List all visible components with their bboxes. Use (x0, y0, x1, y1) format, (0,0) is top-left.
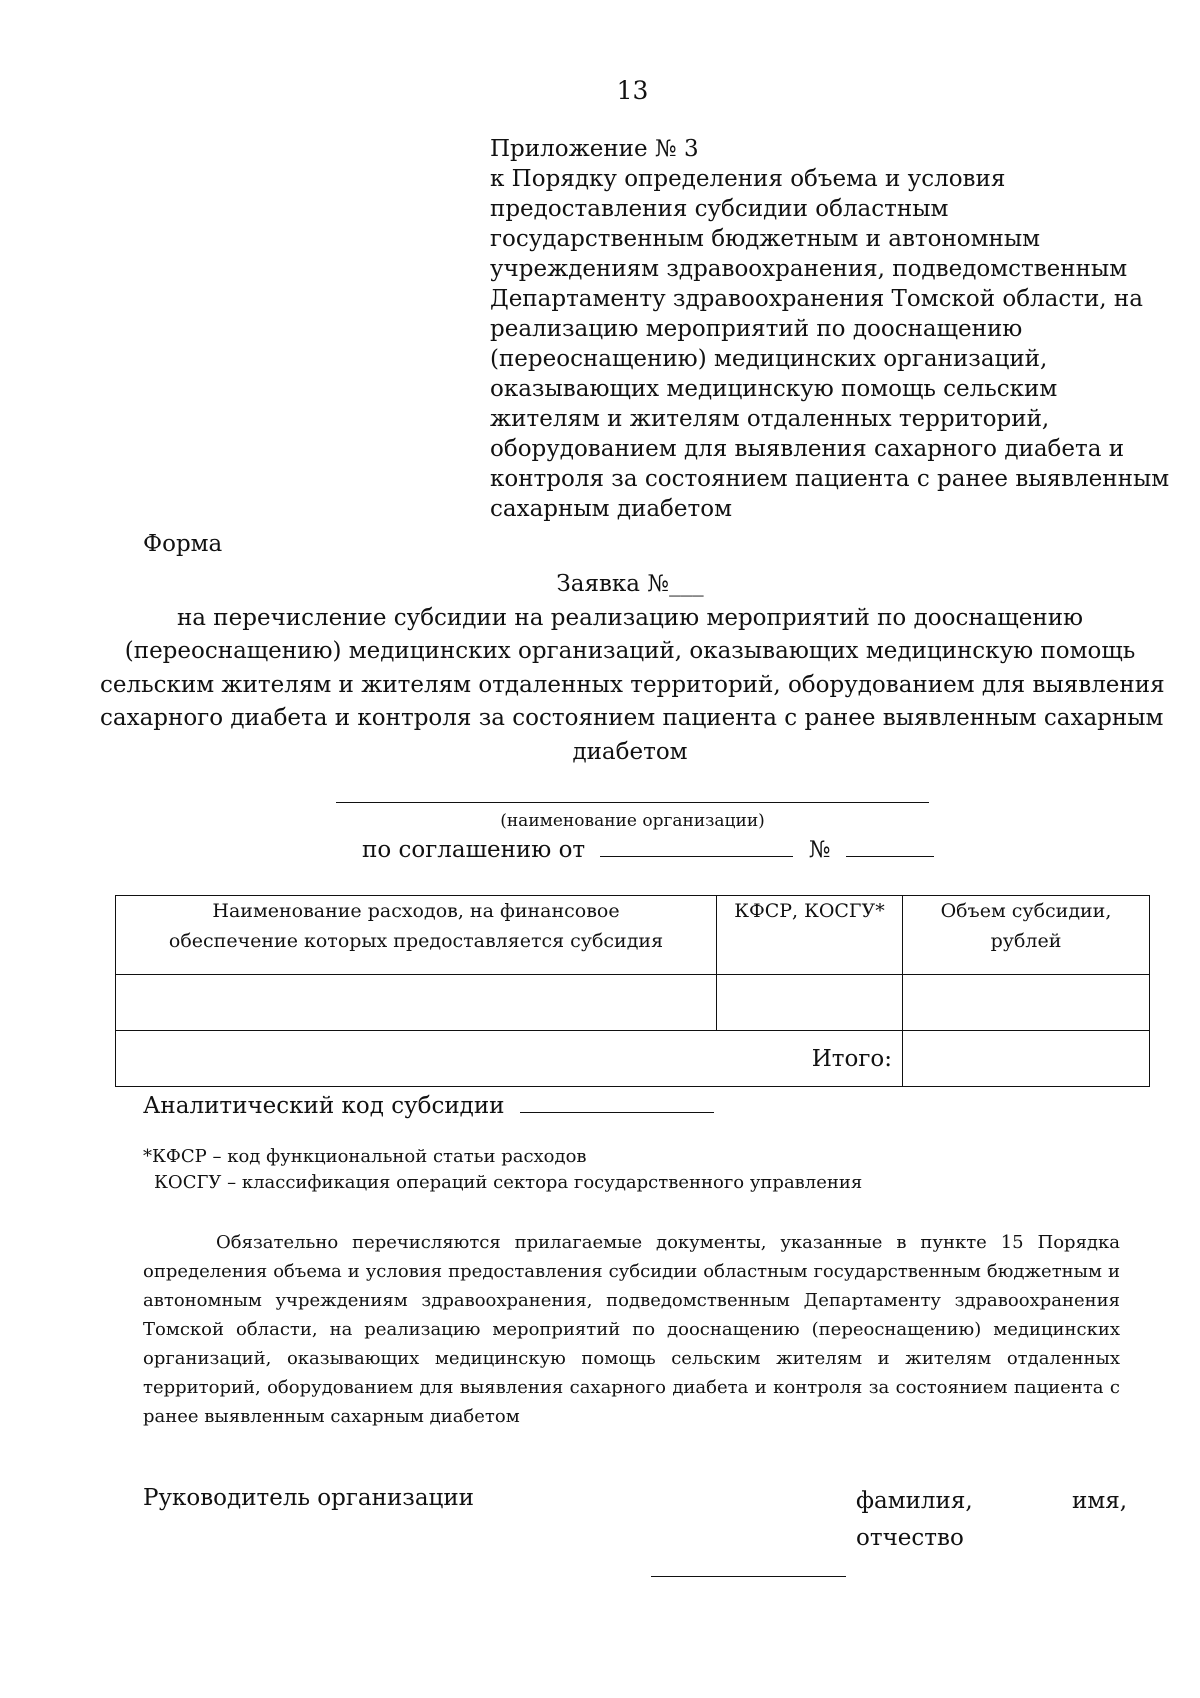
appendix-line: сахарным диабетом (490, 496, 732, 522)
analytic-code-line (143, 1092, 714, 1119)
appendix-line: предоставления субсидии областным (490, 196, 949, 222)
table-header-row (116, 896, 1150, 975)
subsidy-amount-cell[interactable] (903, 975, 1150, 1031)
appendix-block (490, 134, 1170, 524)
total-label: Итого: (116, 1031, 903, 1087)
appendix-line: оборудованием для выявления сахарного диабета и (490, 436, 1125, 462)
appendix-line: реализацию мероприятий по дооснащению (490, 316, 1023, 342)
table-total-row (116, 1031, 1150, 1087)
application-title (100, 568, 1165, 769)
paragraph-line: Обязательно перечисляются прилагаемые документы, указанные в пункте 15 Порядка (216, 1232, 1120, 1253)
agreement-line (362, 836, 934, 863)
paragraph-line: Томской области, на реализацию мероприятий по дооснащению (переоснащению) медицинских (143, 1319, 1120, 1340)
title-line: диабетом (572, 738, 688, 765)
analytic-code-label: Аналитический код субсидии (143, 1093, 505, 1119)
agreement-number-sign: № (808, 837, 831, 863)
total-amount-cell[interactable] (903, 1031, 1150, 1087)
form-label: Форма (143, 531, 223, 557)
appendix-line: жителям и жителям отдаленных территорий, (490, 406, 1050, 432)
signature-field[interactable] (651, 1576, 846, 1577)
documents-paragraph (143, 1228, 1120, 1431)
title-line: на перечисление субсидии на реализацию мероприятий по дооснащению (176, 604, 1084, 631)
title-line: сельским жителям и жителям отдаленных территорий, оборудованием для выявления (100, 671, 1165, 698)
paragraph-line: определения объема и условия предоставления субсидии областным государственным бюджетным и (143, 1261, 1120, 1282)
paragraph-line: организаций, оказывающих медицинскую помощь сельским жителям и жителям отдаленных (143, 1348, 1120, 1369)
appendix-line: оказывающих медицинскую помощь сельским (490, 376, 1058, 402)
expense-name-cell[interactable] (116, 975, 717, 1031)
title-line: (переоснащению) медицинских организаций, оказывающих медицинскую помощь (124, 638, 1136, 664)
header-expense-name: Наименование расходов, на финансовое обеспечение которых предоставляется субсидия (116, 896, 717, 975)
paragraph-line: ранее выявленным сахарным диабетом (143, 1406, 520, 1427)
footnote-kosgu: КОСГУ – классификация операций сектора государственного управления (154, 1172, 863, 1193)
kfsr-kosgu-cell[interactable] (717, 975, 903, 1031)
organization-head-label: Руководитель организации (143, 1485, 474, 1511)
organization-name-field[interactable] (336, 802, 929, 803)
fio-name-label: имя, (1072, 1488, 1128, 1514)
title-line: сахарного диабета и контроля за состоянием пациента с ранее выявленным сахарным (100, 705, 1164, 731)
header-kfsr-kosgu: КФСР, КОСГУ* (717, 896, 903, 975)
organization-name-caption: (наименование организации) (500, 811, 765, 831)
fio-patronymic-label: отчество (856, 1525, 964, 1551)
appendix-line: контроля за состоянием пациента с ранее выявленным (490, 466, 1170, 492)
paragraph-line: автономным учреждениям здравоохранения, подведомственным Департаменту здравоохранения (143, 1290, 1120, 1311)
analytic-code-field[interactable] (520, 1092, 714, 1113)
appendix-line: Департаменту здравоохранения Томской области, на (490, 286, 1143, 312)
agreement-prefix: по соглашению от (362, 837, 586, 863)
table-row (116, 975, 1150, 1031)
appendix-line: к Порядку определения объема и условия (490, 166, 1006, 192)
page-number: 13 (616, 76, 649, 105)
fio-surname-label: фамилия, (856, 1488, 973, 1514)
appendix-line: (переоснащению) медицинских организаций, (490, 346, 1048, 372)
appendix-line: государственным бюджетным и автономным (490, 226, 1041, 252)
paragraph-line: территорий, оборудованием для выявления сахарного диабета и контроля за состоянием пациента с (143, 1377, 1120, 1398)
footnote-kfsr: *КФСР – код функциональной статьи расходов (143, 1146, 587, 1167)
expenses-table (115, 895, 1150, 1087)
agreement-number-field[interactable] (846, 836, 934, 857)
header-subsidy-amount: Объем субсидии, рублей (903, 896, 1150, 975)
appendix-line: учреждениям здравоохранения, подведомственным (490, 256, 1128, 282)
appendix-line: Приложение № 3 (490, 136, 699, 162)
agreement-date-field[interactable] (600, 836, 793, 857)
title-line: Заявка №___ (556, 571, 704, 597)
